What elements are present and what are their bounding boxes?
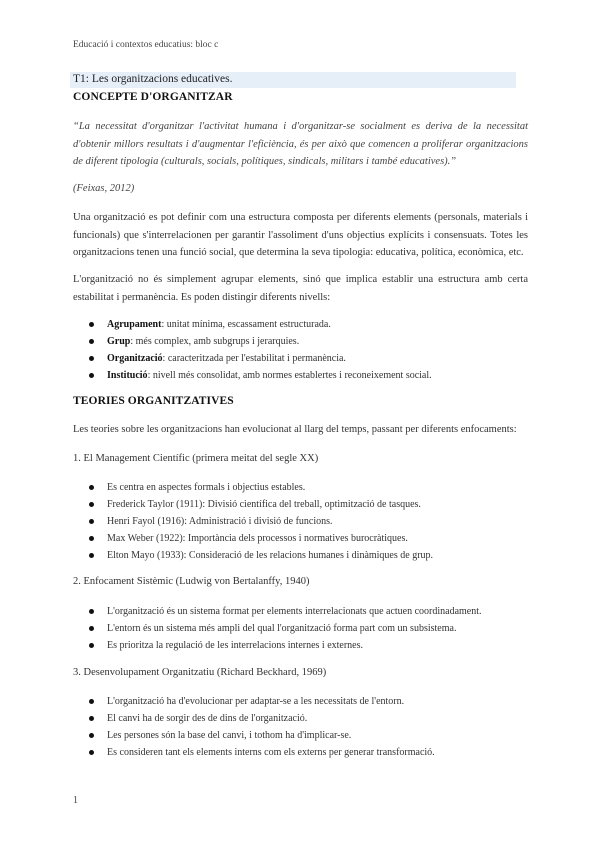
list-item xyxy=(73,620,533,637)
level-description: : unitat mínima, escassament estructurada. xyxy=(161,319,331,330)
level-description: : més complex, amb subgrups i jerarquies. xyxy=(130,336,300,347)
list-item xyxy=(73,637,533,654)
approach-heading-3: 3. Desenvolupament Organitzatiu (Richard Beckhard, 1969) xyxy=(73,667,327,678)
approach-1-list xyxy=(73,479,533,564)
bullet-icon xyxy=(89,750,94,755)
list-item xyxy=(73,367,533,384)
list-item xyxy=(73,744,533,761)
list-item-text: L'entorn és un sistema més ampli del qual l'organització forma part com un subsistema. xyxy=(107,623,457,634)
list-item xyxy=(73,513,533,530)
list-item xyxy=(73,727,533,744)
level-description: : nivell més consolidat, amb normes establertes i reconeixement social. xyxy=(147,370,432,381)
list-item-text: L'organització és un sistema format per elements interrelacionats que actuen coordinadament. xyxy=(107,606,482,617)
list-item xyxy=(73,530,533,547)
list-item xyxy=(73,316,533,333)
approach-heading-2: 2. Enfocament Sistèmic (Ludwig von Bertalanffy, 1940) xyxy=(73,576,310,587)
bullet-icon xyxy=(89,643,94,648)
list-item-text: Es prioritza la regulació de les interrelacions internes i externes. xyxy=(107,640,364,651)
bullet-icon xyxy=(89,519,94,524)
list-item-text: Es centra en aspectes formals i objectius estables. xyxy=(107,482,306,493)
page-number: 1 xyxy=(73,795,78,806)
bullet-icon xyxy=(89,609,94,614)
bullet-icon xyxy=(89,373,94,378)
bullet-icon xyxy=(89,536,94,541)
list-item-text: Frederick Taylor (1911): Divisió científica del treball, optimització de tasques. xyxy=(107,499,421,510)
bullet-icon xyxy=(89,339,94,344)
list-item xyxy=(73,603,533,620)
section-title-concept: CONCEPTE D'ORGANITZAR xyxy=(73,91,233,103)
list-item-text: L'organització ha d'evolucionar per adaptar-se a les necessitats de l'entorn. xyxy=(107,696,405,707)
bullet-icon xyxy=(89,716,94,721)
list-item xyxy=(73,333,533,350)
levels-intro-paragraph: L'organització no és simplement agrupar elements, sinó que implica establir una estructura amb certa estabilitat i permanència. Es poden distingir diferents nivells: xyxy=(73,274,528,303)
running-header: Educació i contextos educatius: bloc c xyxy=(73,40,219,50)
levels-list xyxy=(73,316,533,384)
level-term: Grup xyxy=(107,336,131,347)
level-term: Agrupament xyxy=(107,319,162,330)
level-term: Organització xyxy=(107,353,163,364)
topic-banner xyxy=(70,72,516,88)
list-item-text: Henri Fayol (1916): Administració i divisió de funcions. xyxy=(107,516,333,527)
list-item-text: Elton Mayo (1933): Consideració de les relacions humanes i dinàmiques de grup. xyxy=(107,550,434,561)
level-description: : caracteritzada per l'estabilitat i permanència. xyxy=(162,353,346,364)
list-item xyxy=(73,710,533,727)
theories-intro: Les teories sobre les organitzacions han evolucionat al llarg del temps, passant per diferents enfocaments: xyxy=(73,424,517,435)
approach-3-list xyxy=(73,693,533,761)
bullet-icon xyxy=(89,626,94,631)
list-item-text: Max Weber (1922): Importància dels processos i normatives burocràtiques. xyxy=(107,533,408,544)
quote-citation: (Feixas, 2012) xyxy=(73,183,135,194)
definition-paragraph: Una organització es pot definir com una estructura composta per diferents elements (personals, materials i funcionals) que s'interrelacionen per garantir l'assoliment d'uns objectius explícits i consensuats. Totes les organitzacions tenen una funció social, que determina la seva tipologia: educativa, política, econòmica, etc. xyxy=(73,212,528,259)
bullet-icon xyxy=(89,699,94,704)
level-term: Institució xyxy=(107,370,148,381)
list-item-text: El canvi ha de sorgir des de dins de l'organització. xyxy=(107,713,308,724)
list-item xyxy=(73,496,533,513)
list-item xyxy=(73,693,533,710)
topic-label: T1: Les organitzacions educatives. xyxy=(73,73,233,85)
bullet-icon xyxy=(89,485,94,490)
list-item xyxy=(73,479,533,496)
quote-paragraph: “La necessitat d'organitzar l'activitat humana i d'organitzar-se socialment es deriva de la necessitat d'obtenir millors resultats i d'augmentar l'eficiència, és per això que comencen a proliferar organitzacions de diferent tipologia (culturals, socials, polítiques, sindicals, militars i també educatives).” xyxy=(73,121,528,168)
bullet-icon xyxy=(89,733,94,738)
bullet-icon xyxy=(89,502,94,507)
bullet-icon xyxy=(89,356,94,361)
list-item xyxy=(73,350,533,367)
section-title-theories: TEORIES ORGANITZATIVES xyxy=(73,395,234,407)
approach-2-list xyxy=(73,603,533,654)
list-item xyxy=(73,547,533,564)
bullet-icon xyxy=(89,553,94,558)
bullet-icon xyxy=(89,322,94,327)
list-item-text: Les persones són la base del canvi, i tothom ha d'implicar-se. xyxy=(107,730,352,741)
approach-heading-1: 1. El Management Científic (primera meitat del segle XX) xyxy=(73,453,319,464)
list-item-text: Es consideren tant els elements interns com els externs per generar transformació. xyxy=(107,747,435,758)
